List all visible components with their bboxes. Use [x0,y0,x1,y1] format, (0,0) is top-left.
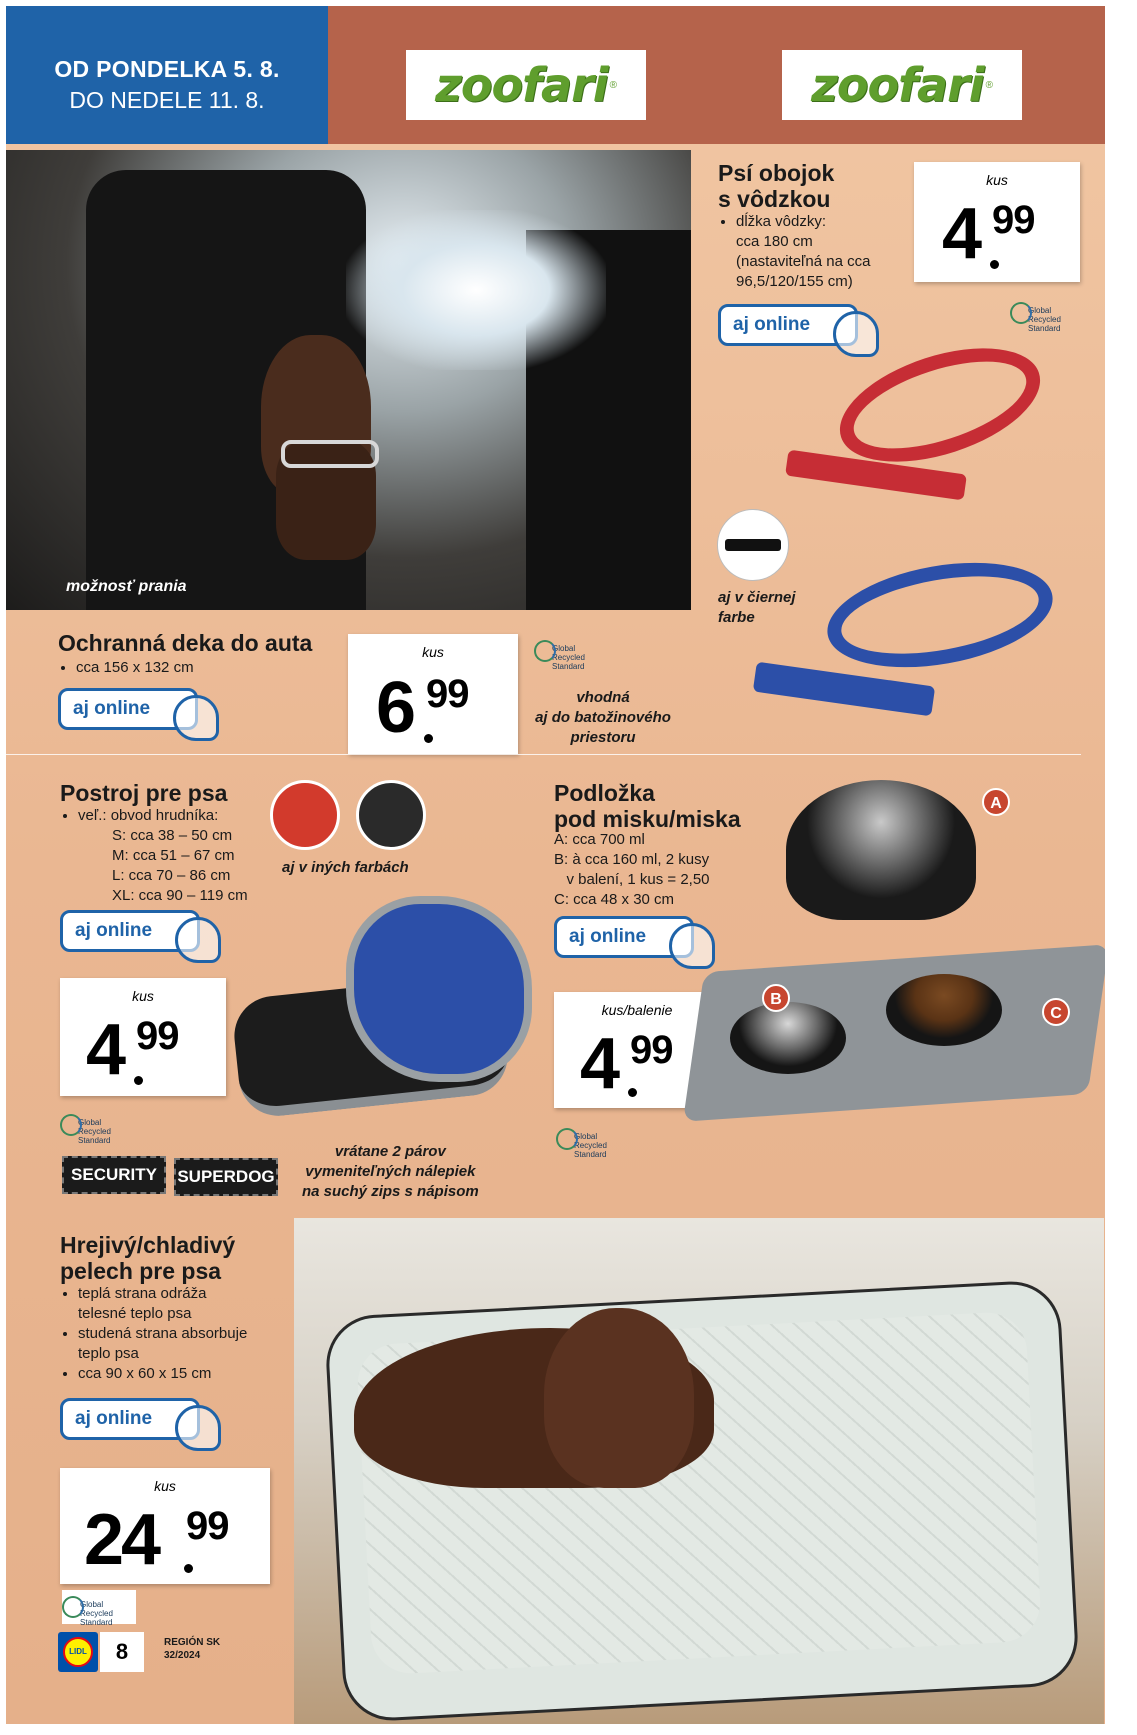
zoofari-logo-left [406,50,646,120]
collar-price [914,162,1080,282]
car-cover-online-button[interactable] [58,688,198,730]
grs-logo [534,634,608,671]
hand-cursor-icon [669,923,715,969]
date-box [6,6,328,144]
zoofari-logo-text: zoofari [435,58,608,112]
harness-price [60,978,226,1096]
grs-text: Standard [78,1136,111,1145]
lidl-logo [58,1632,98,1672]
car-cover-specs [58,658,194,678]
bowl-title-line: pod misku/miska [554,806,741,832]
region-line: 32/2024 [164,1650,201,1661]
registered-mark: ® [985,79,993,91]
price-integer: 4 [580,1024,618,1104]
dog-bed-photo [294,1218,1104,1724]
grs-text: Standard [1028,324,1061,333]
recycle-icon [1010,302,1032,324]
collar-online-button[interactable] [718,304,858,346]
bed-title-line: Hrejivý/chladivý [60,1232,236,1258]
price-decimal: 99 [630,1028,673,1072]
badge-b: B [762,984,790,1012]
price-unit: kus [422,644,444,660]
grs-text: Standard [574,1150,607,1159]
grs-logo [62,1590,136,1627]
price-dot [134,1076,143,1085]
badge-c: C [1042,998,1070,1026]
spec-line: dĺžka vôdzky: [736,213,827,230]
bowl-b-food-shape [886,974,1002,1046]
size-item: S: cca 38 – 50 cm [112,827,233,844]
grs-logo [1010,296,1084,333]
spec-line: 96,5/120/155 cm) [736,273,853,290]
online-label: aj online [75,920,153,941]
hand-cursor-icon [833,311,879,357]
grs-logo [556,1122,630,1159]
collar-title-line: Psí obojok [718,160,835,186]
collar-title-line: s vôdzkou [718,186,831,212]
grs-text: Global Recycled [574,1132,607,1150]
harness-title: Postroj pre psa [60,780,228,806]
collar-color-note: aj v čiernej farbe [718,589,796,626]
bed-title-line: pelech pre psa [60,1258,222,1284]
registered-mark: ® [609,79,617,91]
washable-caption: možnosť prania [66,578,187,595]
lidl-logo-text: LIDL [63,1637,93,1667]
price-integer: 24 [84,1500,159,1580]
black-harness-swatch [356,780,426,850]
price-dot [184,1564,193,1573]
bowl-online-button[interactable] [554,916,694,958]
car-cover-photo [6,150,691,610]
harness-strap-shape [281,440,379,468]
price-decimal: 99 [426,672,469,716]
grs-text: Global Recycled [552,644,585,662]
date-line-1: OD PONDELKA 5. 8. [54,56,280,82]
blue-collar-shape [753,662,935,717]
page-number: 8 [100,1632,144,1672]
harness-vest-shape [346,896,532,1082]
recycle-icon [62,1596,84,1618]
hand-cursor-icon [175,1405,221,1451]
size-list [60,826,248,906]
grs-text: Global Recycled [78,1118,111,1136]
size-item: XL: cca 90 – 119 cm [112,887,248,904]
recycle-icon [556,1128,578,1150]
harness-online-button[interactable] [60,910,200,952]
price-integer: 4 [86,1010,124,1090]
price-dot [424,734,433,743]
spec-line: v balení, 1 kus = 2,50 [554,871,710,888]
harness-note: vrátane 2 párov vymeniteľných nálepiek na suchý zips s nápisom [302,1143,479,1200]
bed-title [60,1232,235,1284]
grs-text: Global Recycled [1028,306,1061,324]
size-item: L: cca 70 – 86 cm [112,867,231,884]
recycle-icon [60,1114,82,1136]
price-integer: 4 [942,194,980,274]
grs-text: Standard [552,662,585,671]
region-line: REGIÓN SK [164,1637,221,1648]
bed-online-button[interactable] [60,1398,200,1440]
divider [6,754,1081,755]
bed-specs [60,1284,247,1384]
spec-item: • cca 156 x 132 cm [76,658,194,678]
online-label: aj online [569,926,647,947]
spec-item [736,212,870,292]
bowl-specs [554,830,710,910]
spec-item: • cca 90 x 60 x 15 cm [78,1364,247,1384]
collar-specs [718,212,870,292]
grs-logo [60,1108,134,1145]
spec-line: (nastaviteľná na cca [736,253,871,270]
car-cover-title: Ochranná deka do auta [58,630,313,656]
grs-text: Global Recycled [80,1600,113,1618]
car-cover-note: vhodná aj do batožinového priestoru [535,689,671,746]
hand-cursor-icon [175,917,221,963]
bowl-title [554,780,741,832]
online-label: aj online [75,1408,153,1429]
spec-line: B: à cca 160 ml, 2 kusy [554,851,710,868]
spec-item: • teplá strana odráža telesné teplo psa [78,1284,247,1324]
price-unit: kus [154,1478,176,1494]
price-dot [990,260,999,269]
black-collar-circle [718,510,788,580]
car-cover-price [348,634,518,754]
price-unit: kus [986,172,1008,188]
price-integer: 6 [376,668,414,748]
region-label [164,1636,220,1662]
bed-price [60,1468,270,1584]
harness-specs [60,806,248,906]
bowl-title-line: Podložka [554,780,655,806]
black-collar-shape [725,539,781,551]
online-label: aj online [73,698,151,719]
zoofari-logo-right [782,50,1022,120]
bowl-b-shape [730,1002,846,1074]
spec-item: • studená strana absorbuje teplo psa [78,1324,247,1364]
spec-item: • veľ.: obvod hrudníka: [78,806,248,826]
spec-line: A: cca 700 ml [554,831,645,848]
collar-title [718,160,834,212]
flyer-page [6,6,1105,1724]
hand-cursor-icon [173,695,219,741]
car-window-light [346,210,606,370]
price-unit: kus/balenie [601,1002,673,1018]
zoofari-logo-text: zoofari [811,58,984,112]
price-decimal: 99 [136,1014,179,1058]
badge-a: A [982,788,1010,816]
price-unit: kus [132,988,154,1004]
online-label: aj online [733,314,811,335]
recycle-icon [534,640,556,662]
harness-colors-note: aj v iných farbách [282,859,409,876]
blue-leash-shape [819,547,1061,683]
size-item: M: cca 51 – 67 cm [112,847,235,864]
dachshund-head-shape [544,1308,694,1488]
security-patch: SECURITY [62,1156,166,1194]
spec-line: C: cca 48 x 30 cm [554,891,675,908]
bowl-a-shape [786,780,976,920]
red-harness-swatch [270,780,340,850]
price-decimal: 99 [186,1504,229,1548]
price-decimal: 99 [992,198,1035,242]
spec-line: cca 180 cm [736,233,813,250]
grs-text: Standard [80,1618,113,1627]
superdog-patch: SUPERDOG [174,1158,278,1196]
price-dot [628,1088,637,1097]
date-line-2: DO NEDELE 11. 8. [69,87,265,113]
